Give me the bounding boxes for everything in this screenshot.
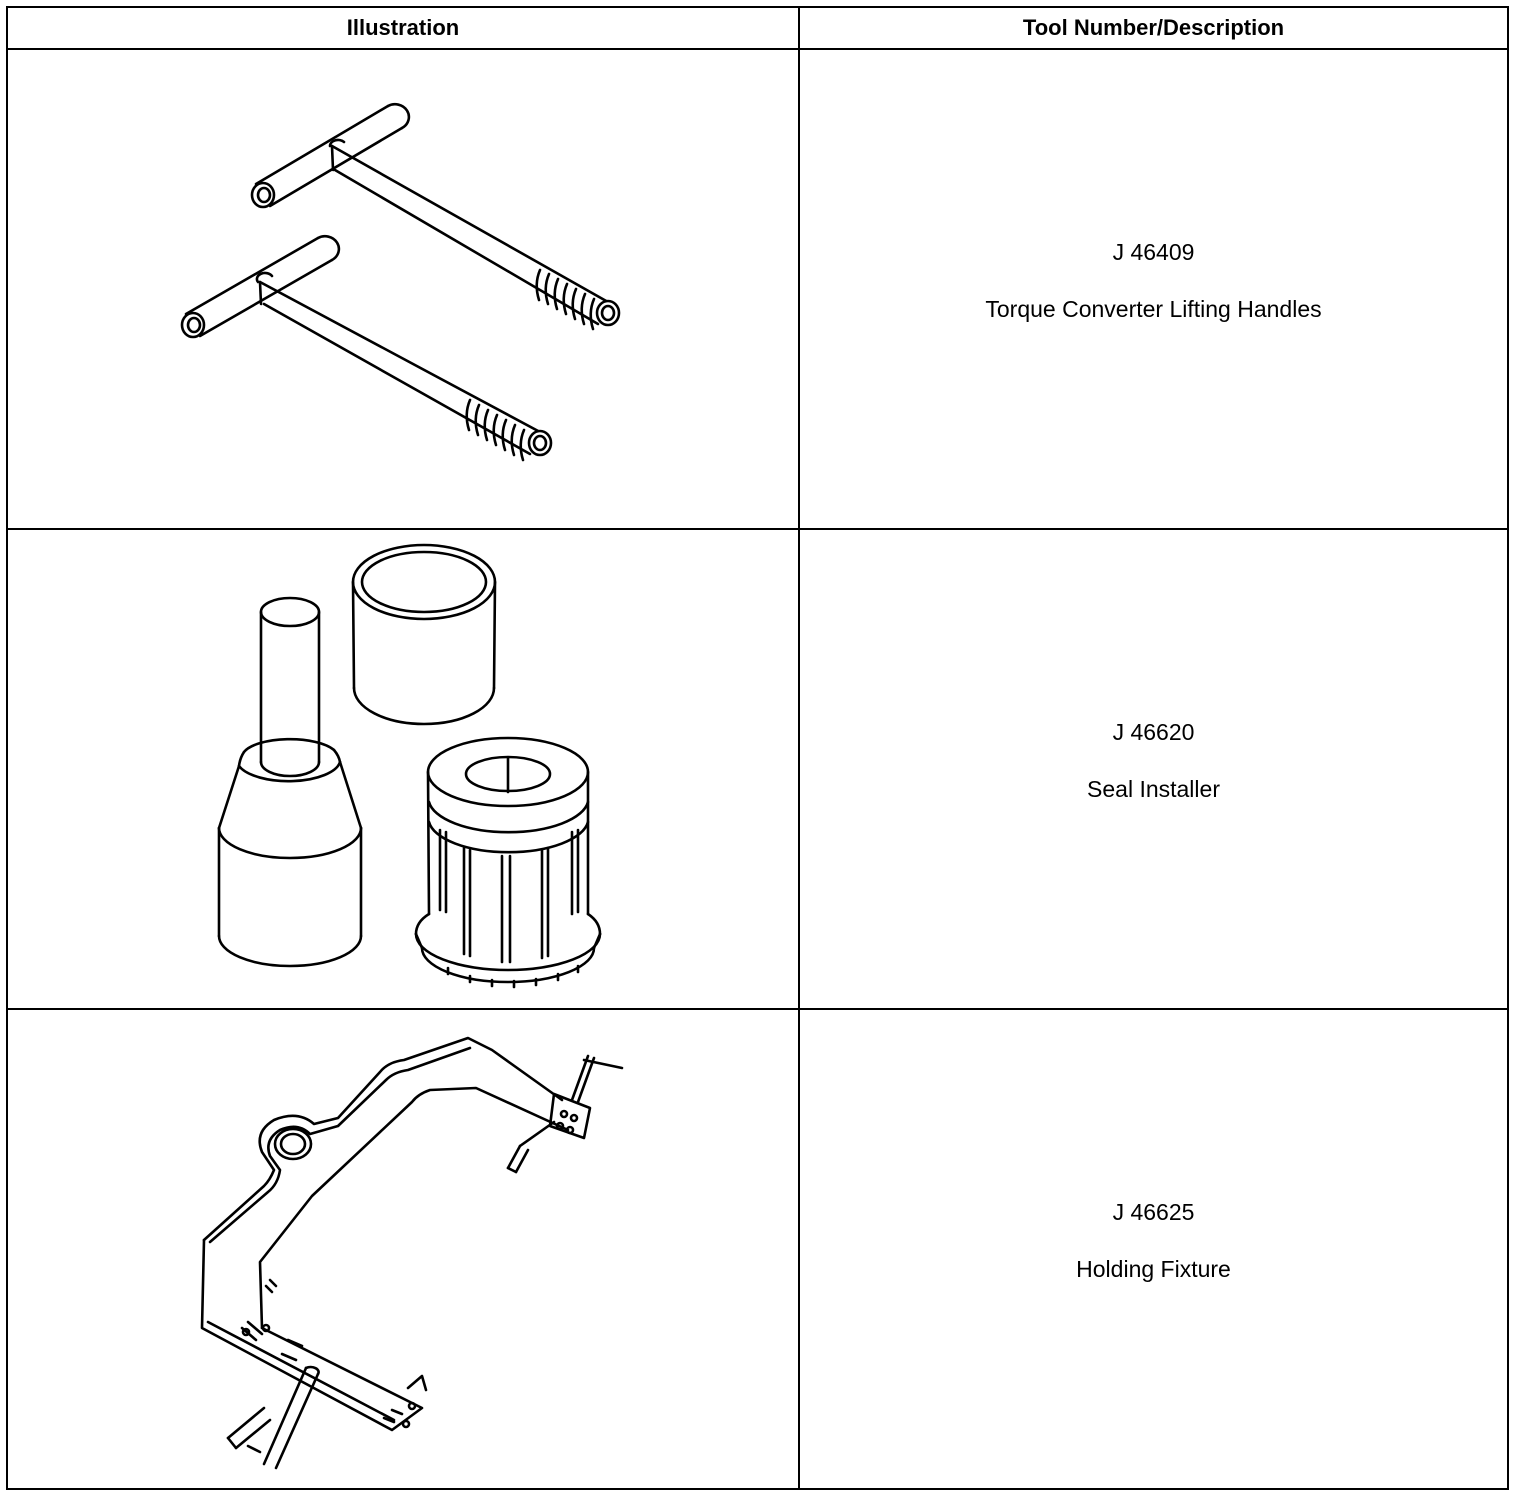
tool-number: J 46620 xyxy=(1112,719,1195,745)
illustration-cell xyxy=(7,529,799,1009)
table-row xyxy=(7,529,1508,1009)
description-cell xyxy=(799,49,1508,529)
table-row xyxy=(7,1009,1508,1489)
tool-description: Holding Fixture xyxy=(1076,1256,1231,1282)
seal-installer-icon xyxy=(8,530,800,1010)
table-row xyxy=(7,49,1508,529)
special-tools-table xyxy=(6,6,1509,1490)
tool-number: J 46409 xyxy=(1112,239,1195,265)
holding-fixture-icon xyxy=(8,1010,800,1490)
torque-converter-lifting-handles-icon xyxy=(8,50,800,530)
illustration-cell xyxy=(7,1009,799,1489)
tool-number: J 46625 xyxy=(1112,1199,1195,1225)
tool-description: Seal Installer xyxy=(1087,776,1220,802)
tool-description: Torque Converter Lifting Handles xyxy=(985,296,1322,322)
table-header-row xyxy=(7,7,1508,49)
header-tool-description: Tool Number/Description xyxy=(799,7,1508,49)
description-cell xyxy=(799,1009,1508,1489)
header-illustration: Illustration xyxy=(7,7,799,49)
illustration-cell xyxy=(7,49,799,529)
description-cell xyxy=(799,529,1508,1009)
